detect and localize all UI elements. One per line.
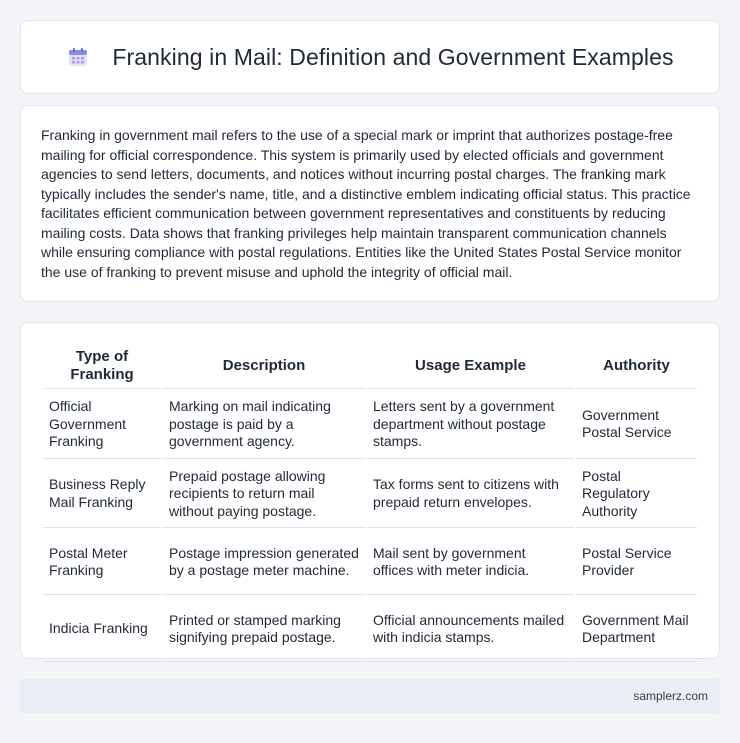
table-row xyxy=(43,530,697,595)
cell-usage: Letters sent by a government department without postage stamps. xyxy=(367,391,574,459)
cell-description: Postage impression generated by a postage meter machine. xyxy=(163,530,365,595)
calendar-icon xyxy=(66,45,90,69)
cell-type: Business Reply Mail Franking xyxy=(43,461,161,529)
cell-type: Official Government Franking xyxy=(43,391,161,459)
cell-description: Marking on mail indicating postage is paid by a government agency. xyxy=(163,391,365,459)
cell-authority: Government Postal Service xyxy=(576,391,697,459)
cell-authority: Postal Service Provider xyxy=(576,530,697,595)
footer xyxy=(20,679,720,713)
intro-card xyxy=(20,105,720,302)
column-header-type: Type of Franking xyxy=(43,344,161,389)
franking-table xyxy=(41,342,699,664)
intro-paragraph: Franking in government mail refers to the use of a special mark or imprint that authorizes postage-free mailing for official correspondence. This system is primarily used by elected officials and government agencies to send letters, documents, and notices without incurring postal charges. The franking mark typically includes the sender's name, title, and a distinctive emblem indicating official status. This practice facilitates efficient communication between government representatives and constituents by reducing mailing costs. Data shows that franking privileges help maintain transparent communication channels while ensuring compliance with postal regulations. Entities like the United States Postal Service monitor the use of franking to prevent misuse and uphold the integrity of official mail. xyxy=(41,127,691,280)
column-header-description: Description xyxy=(163,344,365,389)
table-header-row xyxy=(43,344,697,389)
table-row xyxy=(43,391,697,459)
cell-usage: Mail sent by government offices with meter indicia. xyxy=(367,530,574,595)
cell-type: Indicia Franking xyxy=(43,597,161,662)
footer-site-link[interactable]: samplerz.com xyxy=(633,689,708,703)
cell-usage: Official announcements mailed with indicia stamps. xyxy=(367,597,574,662)
table-card xyxy=(20,322,720,659)
column-header-authority: Authority xyxy=(576,344,697,389)
cell-authority: Postal Regulatory Authority xyxy=(576,461,697,529)
cell-description: Printed or stamped marking signifying prepaid postage. xyxy=(163,597,365,662)
column-header-usage: Usage Example xyxy=(367,344,574,389)
cell-type: Postal Meter Franking xyxy=(43,530,161,595)
title-wrap xyxy=(66,44,673,71)
page-title: Franking in Mail: Definition and Government Examples xyxy=(112,43,674,70)
table-row xyxy=(43,597,697,662)
table-row xyxy=(43,461,697,529)
title-card xyxy=(20,20,720,94)
cell-authority: Government Mail Department xyxy=(576,597,697,662)
cell-usage: Tax forms sent to citizens with prepaid return envelopes. xyxy=(367,461,574,529)
cell-description: Prepaid postage allowing recipients to return mail without paying postage. xyxy=(163,461,365,529)
